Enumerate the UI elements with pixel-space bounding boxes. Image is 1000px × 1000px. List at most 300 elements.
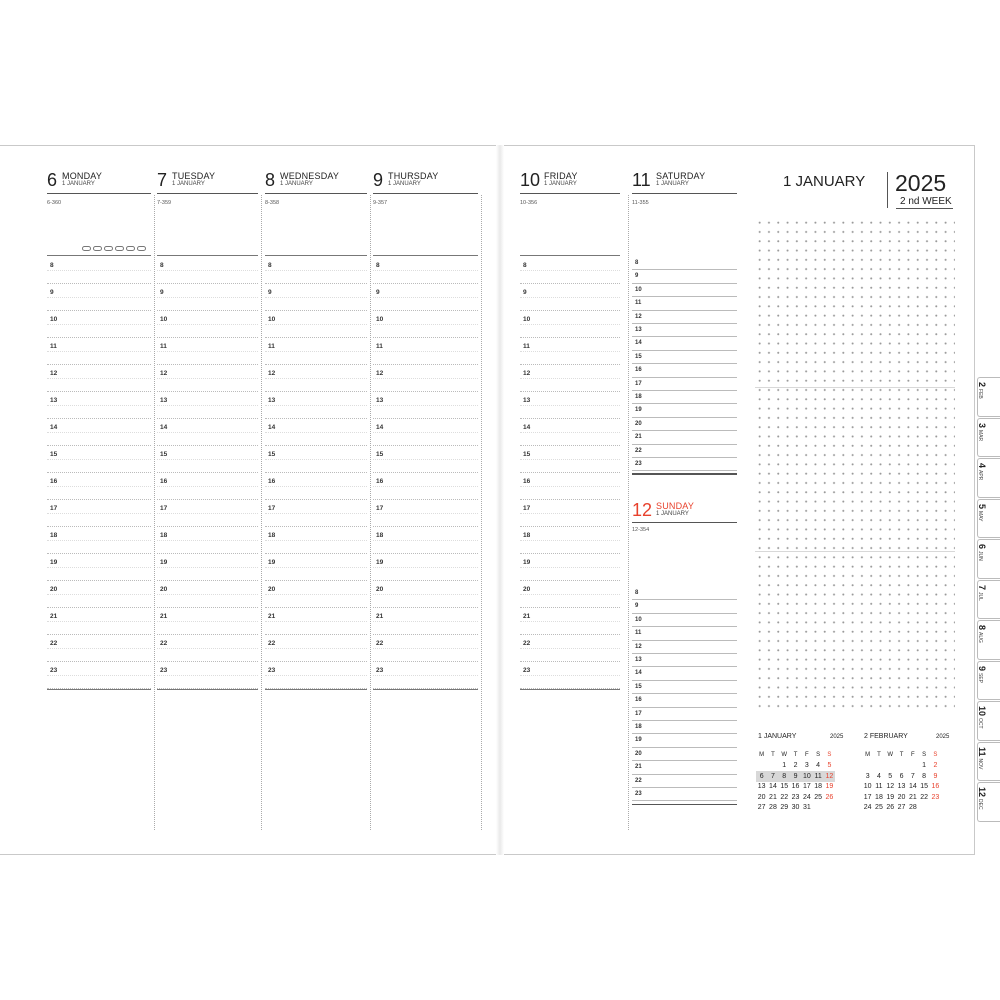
hour-slot[interactable] <box>520 392 620 419</box>
month-tab-may[interactable] <box>977 499 1000 539</box>
hour-slot[interactable] <box>157 608 258 635</box>
hour-label: 9 <box>50 289 54 296</box>
hour-label: 23 <box>376 667 384 674</box>
hour-label: 13 <box>268 397 276 404</box>
month-tab-abbr: JUN <box>977 551 983 561</box>
hour-slot[interactable] <box>632 788 737 801</box>
half-hour-line <box>520 486 620 487</box>
mini-calendar-title: 2 FEBRUARY <box>864 733 908 740</box>
half-hour-line <box>373 594 478 595</box>
half-hour-line <box>520 513 620 514</box>
weekday-header: S <box>827 752 832 759</box>
calendar-date: 6 <box>899 772 904 780</box>
hour-slot[interactable] <box>265 311 367 338</box>
hour-label: 11 <box>268 343 275 350</box>
hour-slot[interactable] <box>632 694 737 707</box>
day-month: 1 JANUARY <box>280 181 313 187</box>
hour-slot[interactable] <box>265 338 367 365</box>
calendar-date <box>824 803 835 814</box>
hour-slot[interactable] <box>520 554 620 581</box>
hour-slot[interactable] <box>520 284 620 311</box>
half-hour-line <box>520 405 620 406</box>
hour-slot[interactable] <box>373 392 478 419</box>
hour-slot[interactable] <box>373 608 478 635</box>
hour-slot[interactable] <box>47 419 151 446</box>
day-header-rule <box>47 193 151 194</box>
hour-label: 22 <box>635 447 642 454</box>
hour-slot[interactable] <box>373 662 478 689</box>
hour-slot[interactable] <box>520 608 620 635</box>
calendar-date: 12 <box>886 783 895 791</box>
hour-label: 17 <box>160 505 168 512</box>
day-month: 1 JANUARY <box>656 511 689 517</box>
hour-label: 15 <box>376 451 384 458</box>
hour-slot[interactable] <box>520 473 620 500</box>
hour-slot[interactable] <box>373 365 478 392</box>
hour-label: 8 <box>268 262 272 269</box>
hour-slot[interactable] <box>520 527 620 554</box>
hour-label: 11 <box>376 343 383 350</box>
month-tab-oct[interactable] <box>977 701 1000 741</box>
half-hour-line <box>265 513 367 514</box>
hour-slot[interactable] <box>632 337 737 350</box>
moon-phase-icon <box>104 246 113 251</box>
calendar-date: 18 <box>875 793 883 801</box>
hour-label: 16 <box>376 478 384 485</box>
calendar-date: 13 <box>897 783 906 791</box>
calendar-date: 5 <box>827 762 832 770</box>
hour-slot[interactable] <box>373 554 478 581</box>
calendar-date: 23 <box>931 793 940 801</box>
hour-slot[interactable] <box>47 554 151 581</box>
hour-label: 14 <box>523 424 531 431</box>
calendar-date: 20 <box>897 793 906 801</box>
half-hour-line <box>373 432 478 433</box>
month-tab-apr[interactable] <box>977 458 1000 498</box>
half-hour-line <box>373 270 478 271</box>
hour-slot[interactable] <box>157 473 258 500</box>
half-hour-line <box>265 594 367 595</box>
month-tab-label <box>974 463 992 480</box>
hour-slot[interactable] <box>265 392 367 419</box>
hour-label: 19 <box>523 559 531 566</box>
hour-slot[interactable] <box>373 635 478 662</box>
hour-slot[interactable] <box>157 446 258 473</box>
half-hour-line <box>373 513 478 514</box>
hour-label: 18 <box>635 724 642 730</box>
calendar-date <box>918 803 929 814</box>
hour-label: 16 <box>268 478 276 485</box>
half-hour-line <box>157 513 258 514</box>
hour-label: 16 <box>635 697 642 704</box>
hour-label: 8 <box>160 262 164 269</box>
hour-label: 10 <box>635 616 642 623</box>
month-tab-number: 7 <box>977 584 987 590</box>
half-hour-line <box>265 675 367 676</box>
calendar-date: 2 <box>933 762 938 770</box>
month-tab-abbr: AUG <box>977 632 983 643</box>
hour-slot[interactable] <box>632 641 737 654</box>
calendar-date: 28 <box>908 804 917 812</box>
hour-slot[interactable] <box>265 581 367 608</box>
hour-slot[interactable] <box>47 473 151 500</box>
hour-slot[interactable] <box>157 662 258 689</box>
hour-slot[interactable] <box>520 635 620 662</box>
hour-slot[interactable] <box>632 270 737 283</box>
dot-grid-notes[interactable] <box>755 218 955 713</box>
hour-slot[interactable] <box>47 662 151 689</box>
calendar-date: 18 <box>814 783 823 791</box>
hour-label: 10 <box>50 316 58 323</box>
half-hour-line <box>47 432 151 433</box>
calendar-date: 22 <box>920 793 929 801</box>
calendar-date <box>767 761 778 772</box>
hour-slot[interactable] <box>373 338 478 365</box>
month-tab-label <box>974 706 992 729</box>
hour-label: 17 <box>635 380 642 387</box>
hour-slot[interactable] <box>265 257 367 284</box>
hour-label: 15 <box>635 353 642 360</box>
half-hour-line <box>520 297 620 298</box>
hour-slot[interactable] <box>157 284 258 311</box>
hour-slot[interactable] <box>265 662 367 689</box>
title-divider <box>887 172 888 208</box>
hour-slot[interactable] <box>520 446 620 473</box>
calendar-date: 15 <box>920 783 929 791</box>
hour-slot[interactable] <box>632 391 737 404</box>
day-number: 11 <box>632 170 651 190</box>
hour-label: 14 <box>376 424 384 431</box>
hour-slot[interactable] <box>265 608 367 635</box>
hour-slot[interactable] <box>47 338 151 365</box>
calendar-date <box>756 761 767 772</box>
month-tab-dec[interactable] <box>977 782 1000 822</box>
hour-slot[interactable] <box>632 324 737 337</box>
half-hour-line <box>157 297 258 298</box>
half-hour-line <box>157 378 258 379</box>
hour-label: 16 <box>50 478 58 485</box>
hour-label: 19 <box>50 559 58 566</box>
month-tab-abbr: NOV <box>977 758 983 769</box>
calendar-date <box>885 761 896 772</box>
month-tab-label <box>974 544 992 561</box>
hour-slot[interactable] <box>157 554 258 581</box>
hour-slot[interactable] <box>520 365 620 392</box>
month-tab-number: 10 <box>977 706 987 717</box>
calendar-date: 7 <box>767 771 778 782</box>
hour-slot[interactable] <box>157 500 258 527</box>
hour-label: 23 <box>268 667 276 674</box>
hour-slot[interactable] <box>373 284 478 311</box>
day-name: SUNDAY <box>656 501 695 511</box>
month-tab-aug[interactable] <box>977 620 1000 660</box>
hour-slot[interactable] <box>265 554 367 581</box>
day-header-rule <box>520 193 620 194</box>
hour-slot[interactable] <box>47 500 151 527</box>
hour-slot[interactable] <box>265 473 367 500</box>
hour-slot[interactable] <box>265 527 367 554</box>
hour-label: 19 <box>635 737 642 744</box>
hour-label: 9 <box>635 273 639 280</box>
calendar-date: 17 <box>802 783 811 791</box>
calendar-date: 8 <box>922 772 927 780</box>
hour-slot[interactable] <box>632 600 737 613</box>
hour-slot[interactable] <box>632 627 737 640</box>
hour-slot[interactable] <box>520 500 620 527</box>
hour-label: 14 <box>160 424 168 431</box>
sunday-top-rule <box>632 473 737 474</box>
hour-label: 21 <box>268 613 276 620</box>
calendar-date: 17 <box>863 793 872 801</box>
month-tab-number: 5 <box>977 503 987 509</box>
calendar-date: 11 <box>812 771 823 782</box>
calendar-date: 11 <box>875 783 883 791</box>
hour-label: 23 <box>50 667 58 674</box>
month-tab-feb[interactable] <box>977 377 1000 417</box>
half-hour-line <box>373 297 478 298</box>
hour-slot[interactable] <box>47 284 151 311</box>
hour-slot[interactable] <box>632 734 737 747</box>
calendar-date: 16 <box>791 783 800 791</box>
hour-label: 13 <box>50 397 58 404</box>
half-hour-line <box>47 324 151 325</box>
hour-slot[interactable] <box>157 635 258 662</box>
hour-slot[interactable] <box>47 608 151 635</box>
month-tab-abbr: OCT <box>977 718 983 729</box>
hour-slot[interactable] <box>632 708 737 721</box>
hour-slot[interactable] <box>265 284 367 311</box>
hour-slot[interactable] <box>520 581 620 608</box>
half-hour-line <box>47 297 151 298</box>
calendar-date <box>812 803 823 814</box>
half-hour-line <box>47 594 151 595</box>
mini-calendar-year: 2025 <box>936 734 950 740</box>
hour-label: 22 <box>635 777 642 784</box>
hour-slot[interactable] <box>520 419 620 446</box>
hour-slot[interactable] <box>47 257 151 284</box>
hour-slot[interactable] <box>265 500 367 527</box>
hour-slot[interactable] <box>47 365 151 392</box>
month-tab-jun[interactable] <box>977 539 1000 579</box>
hour-slot[interactable] <box>632 681 737 694</box>
half-hour-line <box>157 621 258 622</box>
half-hour-line <box>520 432 620 433</box>
column-divider <box>261 195 262 830</box>
half-hour-line <box>265 378 367 379</box>
hour-label: 14 <box>268 424 276 431</box>
moon-phase-icons <box>82 246 146 252</box>
hour-slot[interactable] <box>632 458 737 471</box>
hour-label: 15 <box>635 683 642 690</box>
month-tab-label <box>974 504 992 521</box>
mini-calendar-february <box>864 733 954 813</box>
hour-slot[interactable] <box>632 775 737 788</box>
day-number: 8 <box>265 170 276 190</box>
hour-label: 10 <box>635 286 642 293</box>
hour-slot[interactable] <box>47 392 151 419</box>
day-column-wednesday <box>265 170 367 830</box>
hour-slot[interactable] <box>632 587 737 600</box>
half-hour-line <box>47 648 151 649</box>
hour-slot[interactable] <box>157 527 258 554</box>
day-column-monday <box>47 170 151 830</box>
half-hour-line <box>265 270 367 271</box>
hour-slot[interactable] <box>373 311 478 338</box>
calendar-date <box>930 803 941 814</box>
day-name: MONDAY <box>62 171 103 181</box>
hour-slot[interactable] <box>373 473 478 500</box>
hour-label: 22 <box>160 640 168 647</box>
day-number: 6 <box>47 170 58 190</box>
hour-slot[interactable] <box>47 581 151 608</box>
month-tab-label <box>974 423 992 441</box>
hour-slot[interactable] <box>520 257 620 284</box>
hour-slot[interactable] <box>157 338 258 365</box>
hour-label: 11 <box>50 343 57 350</box>
calendar-date: 9 <box>790 771 801 782</box>
hour-slot[interactable] <box>520 311 620 338</box>
calendar-date: 25 <box>875 804 883 812</box>
hour-label: 21 <box>50 613 58 620</box>
hour-slot[interactable] <box>632 311 737 324</box>
hour-slot[interactable] <box>632 445 737 458</box>
hour-slot[interactable] <box>47 446 151 473</box>
day-number: 12 <box>632 500 653 520</box>
hour-label: 9 <box>376 289 380 296</box>
hour-label: 11 <box>635 300 642 307</box>
hour-slot[interactable] <box>632 284 737 297</box>
hour-slot[interactable] <box>373 527 478 554</box>
month-tab-abbr: MAY <box>977 510 983 521</box>
calendar-date: 2 <box>793 762 798 770</box>
hour-slot[interactable] <box>265 446 367 473</box>
hour-slot[interactable] <box>157 419 258 446</box>
hour-label: 12 <box>268 370 276 377</box>
calendar-date: 5 <box>888 772 893 780</box>
hour-slot[interactable] <box>520 338 620 365</box>
day-column-tuesday <box>157 170 258 830</box>
half-hour-line <box>157 270 258 271</box>
hour-slot[interactable] <box>632 431 737 444</box>
hour-label: 14 <box>635 340 642 347</box>
day-month: 1 JANUARY <box>656 181 689 187</box>
month-tab-nov[interactable] <box>977 742 1000 782</box>
half-hour-line <box>520 621 620 622</box>
hour-slot[interactable] <box>632 351 737 364</box>
hour-label: 12 <box>376 370 384 377</box>
week-underline <box>896 208 953 209</box>
hour-slot[interactable] <box>632 667 737 680</box>
hour-label: 22 <box>376 640 384 647</box>
day-count: 6-360 <box>47 200 62 206</box>
hour-slot[interactable] <box>632 748 737 761</box>
calendar-date: 9 <box>933 772 938 780</box>
hour-slot[interactable] <box>373 257 478 284</box>
half-hour-line <box>520 540 620 541</box>
hour-slot[interactable] <box>265 419 367 446</box>
hour-slot[interactable] <box>157 311 258 338</box>
month-tab-number: 9 <box>977 665 987 671</box>
hour-slot[interactable] <box>632 721 737 734</box>
month-tab-abbr: DEC <box>977 799 983 810</box>
hour-slot[interactable] <box>265 365 367 392</box>
hour-slot[interactable] <box>373 419 478 446</box>
hour-label: 12 <box>50 370 58 377</box>
hour-slot[interactable] <box>47 311 151 338</box>
hour-label: 14 <box>635 670 642 677</box>
calendar-date: 19 <box>886 793 895 801</box>
hour-label: 18 <box>50 532 58 539</box>
hour-slot[interactable] <box>157 365 258 392</box>
hour-slot[interactable] <box>157 257 258 284</box>
moon-phase-icon <box>115 246 124 251</box>
hour-slot[interactable] <box>632 378 737 391</box>
month-tab-label <box>974 747 992 769</box>
month-tab-sep[interactable] <box>977 661 1000 701</box>
mini-calendar-title: 1 JANUARY <box>758 733 797 740</box>
hour-slot[interactable] <box>632 404 737 417</box>
half-hour-line <box>157 486 258 487</box>
hour-slot[interactable] <box>632 364 737 377</box>
column-divider <box>370 195 371 830</box>
calendar-date: 16 <box>931 783 940 791</box>
year-label: 2025 <box>895 170 947 196</box>
hour-label: 20 <box>160 586 168 593</box>
hour-label: 12 <box>635 313 642 320</box>
month-tab-abbr: JUL <box>977 591 983 601</box>
half-hour-line <box>520 324 620 325</box>
hour-slot[interactable] <box>373 500 478 527</box>
hour-slot[interactable] <box>632 654 737 667</box>
calendar-date: 7 <box>910 772 915 780</box>
calendar-date: 24 <box>863 804 872 812</box>
moon-phase-icon <box>137 246 146 251</box>
hour-label: 19 <box>160 559 168 566</box>
hour-label: 13 <box>160 397 168 404</box>
hour-slot[interactable] <box>47 527 151 554</box>
hour-slot[interactable] <box>632 761 737 774</box>
weekday-header: W <box>781 752 788 759</box>
hour-slot[interactable] <box>373 446 478 473</box>
calendar-date: 1 <box>782 762 787 770</box>
calendar-date: 21 <box>908 793 917 801</box>
month-tab-jul[interactable] <box>977 580 1000 620</box>
hour-slot[interactable] <box>632 297 737 310</box>
calendar-date: 1 <box>922 762 927 770</box>
hour-slot[interactable] <box>157 392 258 419</box>
hour-slot[interactable] <box>632 418 737 431</box>
day-count: 7-359 <box>157 200 172 206</box>
half-hour-line <box>157 594 258 595</box>
hour-slot[interactable] <box>265 635 367 662</box>
month-tab-mar[interactable] <box>977 418 1000 458</box>
schedule-bottom-rule <box>632 474 737 475</box>
hour-slot[interactable] <box>632 614 737 627</box>
calendar-date: 4 <box>876 772 881 780</box>
hour-label: 9 <box>268 289 272 296</box>
hour-slot[interactable] <box>157 581 258 608</box>
half-hour-line <box>47 486 151 487</box>
half-hour-line <box>373 324 478 325</box>
hour-slot[interactable] <box>47 635 151 662</box>
calendar-date: 23 <box>791 793 800 801</box>
half-hour-line <box>265 351 367 352</box>
hour-slot[interactable] <box>632 257 737 270</box>
hour-slot[interactable] <box>520 662 620 689</box>
weekday-header: F <box>805 752 809 759</box>
hour-label: 21 <box>635 434 642 441</box>
hour-slot[interactable] <box>373 581 478 608</box>
